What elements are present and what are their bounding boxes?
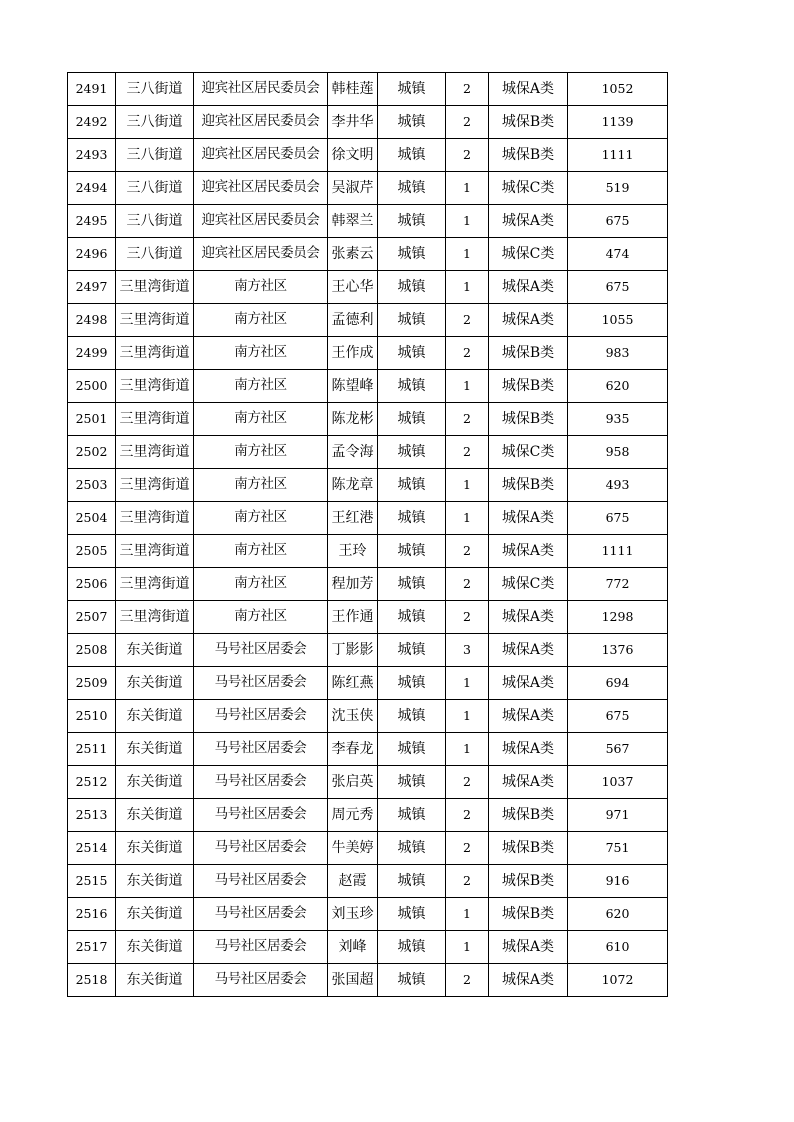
community-cell: 迎宾社区居民委员会	[194, 139, 328, 172]
household-type-cell: 城镇	[378, 601, 446, 634]
person-name-cell: 周元秀	[328, 799, 378, 832]
amount-cell: 1037	[568, 766, 668, 799]
insurance-category-cell: 城保A类	[489, 535, 568, 568]
amount-cell: 1072	[568, 964, 668, 997]
household-size-cell: 2	[446, 964, 489, 997]
insurance-category-cell: 城保A类	[489, 667, 568, 700]
household-size-cell: 2	[446, 568, 489, 601]
household-type-cell: 城镇	[378, 469, 446, 502]
household-size-cell: 1	[446, 931, 489, 964]
insurance-category-cell: 城保B类	[489, 337, 568, 370]
person-name-cell: 陈红燕	[328, 667, 378, 700]
person-name-cell: 孟令海	[328, 436, 378, 469]
row-number-cell: 2516	[68, 898, 116, 931]
household-type-cell: 城镇	[378, 304, 446, 337]
table-row	[68, 799, 668, 832]
person-name-cell: 王红港	[328, 502, 378, 535]
table-row	[68, 106, 668, 139]
household-size-cell: 2	[446, 535, 489, 568]
household-size-cell: 1	[446, 733, 489, 766]
roster-body	[68, 73, 668, 997]
community-cell: 马号社区居委会	[194, 634, 328, 667]
person-name-cell: 韩翠兰	[328, 205, 378, 238]
row-number-cell: 2513	[68, 799, 116, 832]
table-row	[68, 601, 668, 634]
street-office-cell: 三里湾街道	[116, 502, 194, 535]
household-type-cell: 城镇	[378, 799, 446, 832]
person-name-cell: 刘峰	[328, 931, 378, 964]
street-office-cell: 三里湾街道	[116, 403, 194, 436]
household-size-cell: 1	[446, 700, 489, 733]
household-size-cell: 3	[446, 634, 489, 667]
community-cell: 南方社区	[194, 502, 328, 535]
insurance-category-cell: 城保A类	[489, 205, 568, 238]
person-name-cell: 陈龙彬	[328, 403, 378, 436]
person-name-cell: 丁影影	[328, 634, 378, 667]
table-row	[68, 568, 668, 601]
street-office-cell: 东关街道	[116, 667, 194, 700]
row-number-cell: 2510	[68, 700, 116, 733]
row-number-cell: 2496	[68, 238, 116, 271]
household-type-cell: 城镇	[378, 436, 446, 469]
table-row	[68, 436, 668, 469]
community-cell: 南方社区	[194, 304, 328, 337]
person-name-cell: 韩桂莲	[328, 73, 378, 106]
amount-cell: 1376	[568, 634, 668, 667]
insurance-category-cell: 城保B类	[489, 799, 568, 832]
insurance-category-cell: 城保B类	[489, 832, 568, 865]
household-size-cell: 2	[446, 73, 489, 106]
street-office-cell: 三里湾街道	[116, 337, 194, 370]
community-cell: 马号社区居委会	[194, 865, 328, 898]
table-row	[68, 964, 668, 997]
household-size-cell: 2	[446, 403, 489, 436]
table-row	[68, 73, 668, 106]
person-name-cell: 沈玉侠	[328, 700, 378, 733]
amount-cell: 1111	[568, 535, 668, 568]
street-office-cell: 三八街道	[116, 238, 194, 271]
street-office-cell: 三里湾街道	[116, 601, 194, 634]
person-name-cell: 程加芳	[328, 568, 378, 601]
amount-cell: 620	[568, 898, 668, 931]
household-size-cell: 2	[446, 436, 489, 469]
row-number-cell: 2498	[68, 304, 116, 337]
person-name-cell: 王心华	[328, 271, 378, 304]
amount-cell: 675	[568, 700, 668, 733]
street-office-cell: 三八街道	[116, 139, 194, 172]
household-type-cell: 城镇	[378, 766, 446, 799]
community-cell: 南方社区	[194, 337, 328, 370]
household-type-cell: 城镇	[378, 535, 446, 568]
household-size-cell: 1	[446, 667, 489, 700]
row-number-cell: 2507	[68, 601, 116, 634]
person-name-cell: 张国超	[328, 964, 378, 997]
street-office-cell: 三里湾街道	[116, 535, 194, 568]
household-type-cell: 城镇	[378, 403, 446, 436]
insurance-category-cell: 城保C类	[489, 436, 568, 469]
community-cell: 南方社区	[194, 436, 328, 469]
table-row	[68, 139, 668, 172]
insurance-category-cell: 城保A类	[489, 304, 568, 337]
row-number-cell: 2505	[68, 535, 116, 568]
household-type-cell: 城镇	[378, 172, 446, 205]
amount-cell: 751	[568, 832, 668, 865]
row-number-cell: 2518	[68, 964, 116, 997]
person-name-cell: 牛美婷	[328, 832, 378, 865]
community-cell: 马号社区居委会	[194, 799, 328, 832]
amount-cell: 1139	[568, 106, 668, 139]
insurance-category-cell: 城保A类	[489, 766, 568, 799]
street-office-cell: 东关街道	[116, 865, 194, 898]
insurance-category-cell: 城保A类	[489, 502, 568, 535]
row-number-cell: 2495	[68, 205, 116, 238]
community-cell: 南方社区	[194, 535, 328, 568]
household-type-cell: 城镇	[378, 73, 446, 106]
insurance-category-cell: 城保A类	[489, 700, 568, 733]
household-type-cell: 城镇	[378, 337, 446, 370]
row-number-cell: 2501	[68, 403, 116, 436]
street-office-cell: 三里湾街道	[116, 271, 194, 304]
street-office-cell: 东关街道	[116, 931, 194, 964]
table-row	[68, 733, 668, 766]
table-row	[68, 502, 668, 535]
community-cell: 马号社区居委会	[194, 898, 328, 931]
insurance-category-cell: 城保B类	[489, 370, 568, 403]
street-office-cell: 三八街道	[116, 73, 194, 106]
household-type-cell: 城镇	[378, 931, 446, 964]
insurance-category-cell: 城保B类	[489, 469, 568, 502]
person-name-cell: 陈龙章	[328, 469, 378, 502]
amount-cell: 983	[568, 337, 668, 370]
street-office-cell: 三八街道	[116, 172, 194, 205]
household-type-cell: 城镇	[378, 139, 446, 172]
table-row	[68, 271, 668, 304]
community-cell: 马号社区居委会	[194, 733, 328, 766]
insurance-category-cell: 城保A类	[489, 271, 568, 304]
row-number-cell: 2504	[68, 502, 116, 535]
table-row	[68, 469, 668, 502]
community-cell: 南方社区	[194, 271, 328, 304]
household-type-cell: 城镇	[378, 832, 446, 865]
person-name-cell: 张启英	[328, 766, 378, 799]
community-cell: 马号社区居委会	[194, 931, 328, 964]
community-cell: 马号社区居委会	[194, 832, 328, 865]
street-office-cell: 三里湾街道	[116, 469, 194, 502]
person-name-cell: 徐文明	[328, 139, 378, 172]
row-number-cell: 2511	[68, 733, 116, 766]
street-office-cell: 东关街道	[116, 799, 194, 832]
person-name-cell: 李春龙	[328, 733, 378, 766]
row-number-cell: 2491	[68, 73, 116, 106]
household-size-cell: 1	[446, 502, 489, 535]
community-cell: 迎宾社区居民委员会	[194, 73, 328, 106]
insurance-category-cell: 城保A类	[489, 733, 568, 766]
community-cell: 马号社区居委会	[194, 667, 328, 700]
row-number-cell: 2515	[68, 865, 116, 898]
amount-cell: 1111	[568, 139, 668, 172]
amount-cell: 474	[568, 238, 668, 271]
amount-cell: 1055	[568, 304, 668, 337]
street-office-cell: 三里湾街道	[116, 568, 194, 601]
household-size-cell: 2	[446, 766, 489, 799]
insurance-category-cell: 城保A类	[489, 931, 568, 964]
household-size-cell: 1	[446, 898, 489, 931]
table-row	[68, 304, 668, 337]
household-type-cell: 城镇	[378, 733, 446, 766]
person-name-cell: 张素云	[328, 238, 378, 271]
amount-cell: 694	[568, 667, 668, 700]
insurance-category-cell: 城保B类	[489, 139, 568, 172]
community-cell: 南方社区	[194, 370, 328, 403]
household-size-cell: 1	[446, 205, 489, 238]
table-row	[68, 172, 668, 205]
amount-cell: 519	[568, 172, 668, 205]
household-size-cell: 2	[446, 601, 489, 634]
street-office-cell: 三八街道	[116, 106, 194, 139]
person-name-cell: 赵霞	[328, 865, 378, 898]
insurance-category-cell: 城保A类	[489, 964, 568, 997]
household-size-cell: 1	[446, 238, 489, 271]
street-office-cell: 东关街道	[116, 634, 194, 667]
person-name-cell: 王玲	[328, 535, 378, 568]
table-row	[68, 634, 668, 667]
street-office-cell: 东关街道	[116, 700, 194, 733]
table-row	[68, 667, 668, 700]
amount-cell: 675	[568, 205, 668, 238]
amount-cell: 493	[568, 469, 668, 502]
insurance-category-cell: 城保A类	[489, 73, 568, 106]
amount-cell: 675	[568, 271, 668, 304]
insurance-category-cell: 城保A类	[489, 634, 568, 667]
row-number-cell: 2508	[68, 634, 116, 667]
row-number-cell: 2509	[68, 667, 116, 700]
community-cell: 迎宾社区居民委员会	[194, 205, 328, 238]
amount-cell: 935	[568, 403, 668, 436]
row-number-cell: 2512	[68, 766, 116, 799]
household-type-cell: 城镇	[378, 700, 446, 733]
household-size-cell: 2	[446, 865, 489, 898]
household-size-cell: 2	[446, 337, 489, 370]
household-size-cell: 1	[446, 271, 489, 304]
household-type-cell: 城镇	[378, 238, 446, 271]
amount-cell: 958	[568, 436, 668, 469]
row-number-cell: 2493	[68, 139, 116, 172]
household-size-cell: 2	[446, 832, 489, 865]
row-number-cell: 2517	[68, 931, 116, 964]
household-type-cell: 城镇	[378, 898, 446, 931]
street-office-cell: 东关街道	[116, 964, 194, 997]
household-size-cell: 1	[446, 469, 489, 502]
table-row	[68, 370, 668, 403]
insurance-category-cell: 城保A类	[489, 601, 568, 634]
household-size-cell: 2	[446, 139, 489, 172]
table-row	[68, 766, 668, 799]
person-name-cell: 吴淑芹	[328, 172, 378, 205]
insurance-category-cell: 城保B类	[489, 106, 568, 139]
person-name-cell: 李井华	[328, 106, 378, 139]
community-cell: 南方社区	[194, 469, 328, 502]
community-cell: 南方社区	[194, 568, 328, 601]
street-office-cell: 三里湾街道	[116, 370, 194, 403]
household-type-cell: 城镇	[378, 634, 446, 667]
amount-cell: 610	[568, 931, 668, 964]
row-number-cell: 2506	[68, 568, 116, 601]
street-office-cell: 东关街道	[116, 733, 194, 766]
insurance-category-cell: 城保B类	[489, 865, 568, 898]
community-cell: 马号社区居委会	[194, 766, 328, 799]
community-cell: 南方社区	[194, 601, 328, 634]
roster-table	[67, 72, 668, 997]
household-type-cell: 城镇	[378, 271, 446, 304]
table-row	[68, 403, 668, 436]
household-type-cell: 城镇	[378, 106, 446, 139]
person-name-cell: 王作成	[328, 337, 378, 370]
row-number-cell: 2514	[68, 832, 116, 865]
row-number-cell: 2500	[68, 370, 116, 403]
community-cell: 马号社区居委会	[194, 700, 328, 733]
table-row	[68, 898, 668, 931]
street-office-cell: 东关街道	[116, 832, 194, 865]
community-cell: 南方社区	[194, 403, 328, 436]
table-row	[68, 238, 668, 271]
table-row	[68, 832, 668, 865]
table-row	[68, 535, 668, 568]
household-size-cell: 1	[446, 172, 489, 205]
household-size-cell: 2	[446, 106, 489, 139]
insurance-category-cell: 城保B类	[489, 898, 568, 931]
row-number-cell: 2492	[68, 106, 116, 139]
street-office-cell: 东关街道	[116, 898, 194, 931]
amount-cell: 675	[568, 502, 668, 535]
row-number-cell: 2503	[68, 469, 116, 502]
insurance-category-cell: 城保B类	[489, 403, 568, 436]
row-number-cell: 2497	[68, 271, 116, 304]
street-office-cell: 东关街道	[116, 766, 194, 799]
household-type-cell: 城镇	[378, 205, 446, 238]
insurance-category-cell: 城保C类	[489, 568, 568, 601]
amount-cell: 567	[568, 733, 668, 766]
amount-cell: 1052	[568, 73, 668, 106]
amount-cell: 971	[568, 799, 668, 832]
amount-cell: 1298	[568, 601, 668, 634]
household-type-cell: 城镇	[378, 865, 446, 898]
household-type-cell: 城镇	[378, 667, 446, 700]
table-row	[68, 865, 668, 898]
person-name-cell: 孟德利	[328, 304, 378, 337]
amount-cell: 916	[568, 865, 668, 898]
table-row	[68, 205, 668, 238]
household-type-cell: 城镇	[378, 568, 446, 601]
street-office-cell: 三里湾街道	[116, 436, 194, 469]
community-cell: 迎宾社区居民委员会	[194, 172, 328, 205]
community-cell: 马号社区居委会	[194, 964, 328, 997]
street-office-cell: 三里湾街道	[116, 304, 194, 337]
household-size-cell: 2	[446, 304, 489, 337]
table-row	[68, 700, 668, 733]
person-name-cell: 陈望峰	[328, 370, 378, 403]
household-size-cell: 1	[446, 370, 489, 403]
row-number-cell: 2499	[68, 337, 116, 370]
amount-cell: 620	[568, 370, 668, 403]
household-type-cell: 城镇	[378, 502, 446, 535]
amount-cell: 772	[568, 568, 668, 601]
street-office-cell: 三八街道	[116, 205, 194, 238]
person-name-cell: 刘玉珍	[328, 898, 378, 931]
insurance-category-cell: 城保C类	[489, 172, 568, 205]
row-number-cell: 2502	[68, 436, 116, 469]
community-cell: 迎宾社区居民委员会	[194, 238, 328, 271]
household-type-cell: 城镇	[378, 370, 446, 403]
community-cell: 迎宾社区居民委员会	[194, 106, 328, 139]
table-row	[68, 931, 668, 964]
table-row	[68, 337, 668, 370]
row-number-cell: 2494	[68, 172, 116, 205]
insurance-category-cell: 城保C类	[489, 238, 568, 271]
household-type-cell: 城镇	[378, 964, 446, 997]
person-name-cell: 王作通	[328, 601, 378, 634]
household-size-cell: 2	[446, 799, 489, 832]
